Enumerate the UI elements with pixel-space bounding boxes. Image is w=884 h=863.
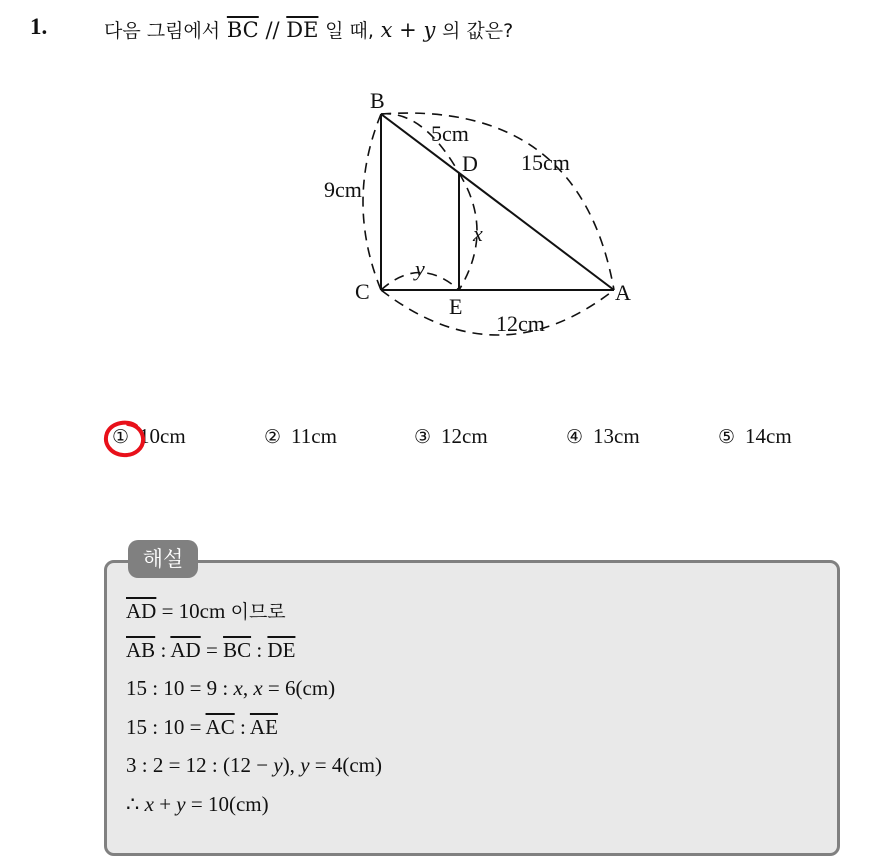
choice-1-value: 10cm: [139, 424, 186, 448]
choice-4[interactable]: [566, 424, 640, 449]
l5-c: = 4(cm): [309, 753, 383, 777]
vertex-b-label: B: [370, 88, 385, 113]
parallel-symbol: //: [265, 18, 280, 42]
l3-x2: x: [253, 676, 263, 700]
choice-1-number: ①: [112, 426, 130, 448]
plus-sign: +: [399, 18, 417, 42]
choice-5-value: 14cm: [745, 424, 792, 448]
seg-ab: $\overline{AB}$: [126, 637, 156, 662]
solution-line-5: [126, 750, 382, 789]
seg-ad-2: $\overline{AD}$: [170, 637, 201, 662]
seg-de-2: $\overline{DE}$: [267, 637, 296, 662]
l6-y: y: [176, 791, 186, 816]
length-ba-label: 15cm: [521, 150, 570, 175]
l6-c: = 10(cm): [185, 791, 269, 816]
therefore-symbol: ∴: [126, 791, 145, 816]
seg-ad: $\overline{AD}$: [126, 599, 157, 623]
question-text-before: 다음 그림에서: [104, 20, 221, 42]
solution-line-4: 15 : $10 = \overline{AC}$ : $\overline{AE}$: [126, 714, 278, 739]
var-y: y: [423, 18, 436, 42]
solution-line-3: [126, 673, 382, 712]
l1-korean: 이므로: [230, 601, 286, 623]
choice-5-number: ⑤: [718, 426, 736, 448]
choice-3[interactable]: [414, 424, 488, 449]
length-de-label: x: [473, 221, 483, 246]
solution-line-2: $\overline{AB}$ : $\overline{AD} = \overline{BC}$ : $\overline{DE}$: [126, 637, 296, 662]
answer-choices: [108, 424, 828, 456]
length-bd-label: 5cm: [431, 121, 469, 146]
seg-ae: $\overline{AE}$: [249, 714, 278, 739]
choice-2[interactable]: [264, 424, 337, 449]
l5-y2: y: [300, 753, 310, 777]
l5-b: ),: [282, 753, 301, 777]
l3-c: = 6(cm): [262, 676, 336, 700]
vertex-d-label: D: [462, 151, 478, 176]
answer-mark-circle-icon: [102, 418, 150, 460]
choice-4-number: ④: [566, 426, 584, 448]
choice-2-value: 11cm: [291, 424, 337, 448]
choice-3-value: 12cm: [441, 424, 488, 448]
l3-a: 15 : 10 = 9 :: [126, 676, 234, 700]
l6-x: x: [144, 791, 154, 816]
length-ce-label: y: [415, 256, 425, 281]
vertex-e-label: E: [449, 294, 463, 319]
l3-b: ,: [242, 676, 254, 700]
length-ca-label: 12cm: [496, 311, 545, 336]
choice-4-value: 13cm: [593, 424, 640, 448]
solution-line-1: [126, 596, 382, 635]
triangle-figure: [0, 0, 884, 400]
question-text-after: 의 값은?: [442, 20, 514, 42]
vertex-c-label: C: [355, 279, 370, 304]
var-x: x: [380, 18, 393, 42]
length-bc-label: 9cm: [324, 177, 362, 202]
seg-ac: $\overline{AC}$: [205, 714, 235, 739]
segment-de: $\overline{DE}$: [286, 18, 319, 42]
l5-y: y: [273, 753, 283, 777]
solution-line-6: [126, 789, 382, 828]
question-number: 1.: [30, 14, 48, 39]
segment-bc: $\overline{BC}$: [226, 18, 259, 42]
l3-x: x: [233, 676, 243, 700]
l1-rest: = 10cm: [156, 599, 231, 623]
seg-bc-2: $\overline{BC}$: [223, 637, 252, 662]
l5-a: 3 : 2 = 12 : (12 −: [126, 753, 274, 777]
solution-tag: 해설: [128, 540, 198, 578]
l4-a: 15 : 10 =: [126, 714, 206, 739]
choice-2-number: ②: [264, 426, 282, 448]
choice-3-number: ③: [414, 426, 432, 448]
question-text-mid: 일 때,: [325, 20, 374, 42]
arc-bc: [363, 114, 381, 290]
l6-plus: +: [153, 791, 177, 816]
vertex-a-label: A: [615, 280, 631, 305]
choice-5[interactable]: [718, 424, 792, 449]
solution-content: [126, 596, 382, 827]
